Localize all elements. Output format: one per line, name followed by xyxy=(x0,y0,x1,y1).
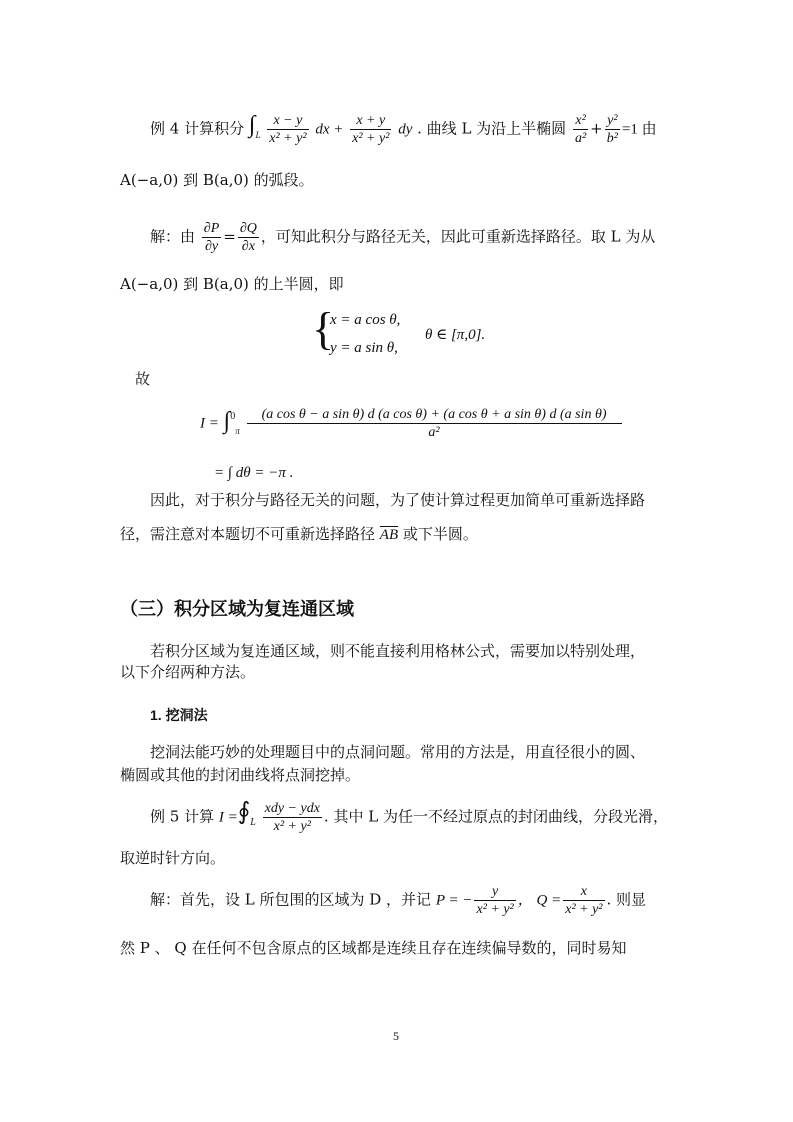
integral-I-fraction: (a cos θ − a sin θ) d (a cos θ) + (a cos θ + a sin θ) d (a sin θ) a² xyxy=(247,406,622,441)
therefore-label: 故 xyxy=(135,370,151,388)
integral-sign: $\int_L$ xyxy=(248,111,261,140)
ellipse-y-fraction: $\frac{\text{y²}}{\text{b²}}$ xyxy=(606,113,618,146)
example5-statement-line1: 例 5 计算 $I =∮_L$ $\frac{\text{xdy − ydx}}{\text{x² + y²}}$ . 其中 L 为任一不经过原点的封闭曲线，分段光滑， xyxy=(150,799,668,834)
conclusion-line2: 径，需注意对本题切不可重新选择路径 AB 或下半圆。 xyxy=(120,525,478,543)
page-number: 5 xyxy=(393,1029,399,1043)
example5-statement-line2: 取逆时针方向。 xyxy=(120,849,226,867)
param-x: x = a cos θ, xyxy=(330,312,401,328)
arc-ab: AB xyxy=(379,527,399,543)
example4-statement-line2: A(−a,0) 到 B(a,0) 的弧段。 xyxy=(120,171,314,189)
integral-I-line: I = ∫$^0_\pi$ (a cos θ − a sin θ) d (a cos θ) + (a cos θ + a sin θ) d (a sin θ) a² xyxy=(200,406,793,441)
fraction-2: $\frac{x + y}{\text{x² + y²}}$ xyxy=(352,113,390,146)
example4-solution-line1: 解：由 $\frac{\partial P}{\partial y}$ = $\frac{\partial Q}{\partial x}$ ，可知此积分与路径无关，因此可重新选择路径。取 L 为从 xyxy=(150,221,656,254)
subsection-text-line2: 椭圆或其他的封闭曲线将点洞挖掉。 xyxy=(120,766,361,784)
contour-integral-sign: $∮_L$ xyxy=(237,799,256,828)
partial-p-fraction: $\frac{\partial P}{\partial y}$ xyxy=(203,221,220,254)
section-intro-line2: 以下介绍两种方法。 xyxy=(120,663,256,681)
left-brace: { xyxy=(312,303,335,354)
ellipse-x-fraction: $\frac{\text{x²}}{\text{a²}}$ xyxy=(574,113,587,146)
example5-solution-line1: 解：首先，设 L 所包围的区域为 D ，并记 P = − $\frac{y}{\text{x² + y²}}$ ， Q = $\frac{x}{\text{x² + y²}}$ . 则显 xyxy=(150,884,647,917)
section-heading: （三）积分区域为复连通区域 xyxy=(120,599,354,619)
subsection-heading: 1. 挖洞法 xyxy=(150,707,208,723)
conclusion-line1: 因此，对于积分与路径无关的问题，为了使计算过程更加简单可重新选择路 xyxy=(150,491,646,509)
subsection-text-line1: 挖洞法能巧妙的处理题目中的点洞问题。常用的方法是，用直径很小的圆、 xyxy=(150,743,646,761)
param-y: y = a sin θ, xyxy=(330,340,398,356)
partial-q-fraction: $\frac{\partial Q}{\partial x}$ xyxy=(239,221,257,254)
section-intro-line1: 若积分区域为复连通区域，则不能直接利用格林公式，需要加以特别处理， xyxy=(150,642,646,660)
Q-fraction: $\frac{x}{\text{x² + y²}}$ xyxy=(565,884,603,917)
P-fraction: $\frac{y}{\text{x² + y²}}$ xyxy=(476,884,514,917)
param-range: θ ∈ [π,0]. xyxy=(425,327,486,343)
integral-sign: ∫$^0_\pi$ xyxy=(223,407,240,436)
example4-solution-line2: A(−a,0) 到 B(a,0) 的上半圆，即 xyxy=(120,275,344,293)
example5-solution-line2: 然 P 、 Q 在任何不包含原点的区域都是连续且存在连续偏导数的，同时易知 xyxy=(120,939,627,957)
example5-fraction: $\frac{\text{xdy − ydx}}{\text{x² + y²}}$ xyxy=(264,801,320,834)
example4-statement-line1: 例 4 计算积分 $\int_L$ $\frac{x - y}{\text{x² + y²}}$ dx + $\frac{x + y}{\text{x² + y²}}$ dy . 曲线 L 为沿上半椭圆 $\frac{\text{x²}}{\text{a²}}$ + $\frac{\text{y²}}{\text{b²}}$ =1 由 xyxy=(150,111,657,146)
fraction-1: $\frac{x - y}{\text{x² + y²}}$ xyxy=(269,113,307,146)
integral-result: = ∫ dθ = −π . xyxy=(214,465,294,481)
